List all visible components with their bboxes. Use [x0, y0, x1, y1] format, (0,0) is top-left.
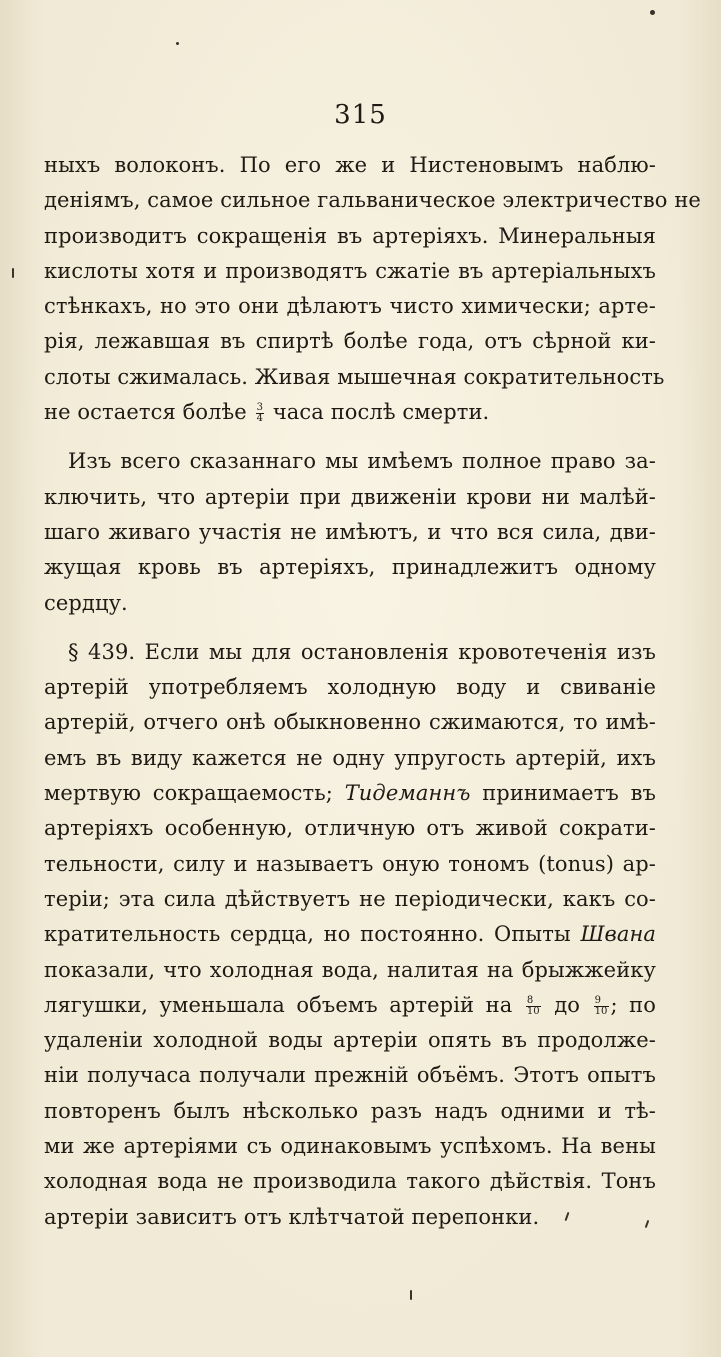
text-fragment: до [554, 992, 581, 1017]
author-name: Тидеманнъ [344, 781, 471, 806]
text-line: рія, лежавшая въ спиртѣ болѣе года, отъ сѣрной ки- [44, 329, 656, 354]
text-line: ныхъ волоконъ. По его же и Нистеновымъ наблю- [44, 153, 656, 177]
ink-speck [12, 268, 14, 278]
text-line: артерій употребляемъ холодную воду и свиваніе [44, 675, 656, 700]
author-name: Швана [580, 922, 656, 947]
text-fragment: лягушки, уменьшала объемъ артерій на [44, 992, 513, 1017]
text-line: артеріяхъ особенную, отличную отъ живой сократи- [44, 816, 656, 841]
text-line: показали, что холодная вода, налитая на брыжжейку [44, 957, 656, 982]
fraction-numerator: 9 [594, 996, 609, 1007]
text-line: артерій, отчего онѣ обыкновенно сжимаются, то имѣ- [44, 710, 656, 735]
paragraph-1 [44, 148, 701, 430]
text-fragment: принимаетъ въ [482, 781, 656, 806]
text-line: холодная вода не производила такого дѣйствія. Тонъ [44, 1169, 656, 1194]
fraction [256, 403, 264, 424]
text-line: ключить, что артеріи при движеніи крови ни малѣй- [44, 484, 656, 509]
text-line: жущая кровь въ артеріяхъ, принадлежитъ одному [44, 555, 656, 580]
text-fragment: кратительность сердца, но постоянно. Опыты [44, 922, 571, 947]
fraction-numerator: 3 [256, 402, 264, 414]
fraction-denominator: 10 [526, 1005, 540, 1017]
text-fragment: ; по [610, 992, 657, 1017]
text-line: повторенъ былъ нѣсколько разъ надъ одними и тѣ- [44, 1098, 656, 1123]
fraction-denominator: 10 [594, 1005, 608, 1017]
text-line: слоты сжималась. Живая мышечная сократительность [44, 364, 665, 389]
ink-speck [410, 1290, 412, 1300]
paragraph-gap [44, 621, 656, 635]
text-fragment: мертвую сокращаемость; [44, 781, 333, 806]
text-line: стѣнкахъ, но это они дѣлаютъ чисто химически; арте- [44, 294, 656, 319]
fraction [526, 996, 541, 1017]
text-fragment: не остается болѣе [44, 400, 247, 425]
text-line: теріи; эта сила дѣйствуетъ не періодически, какъ со- [44, 886, 656, 911]
text-line: производитъ сокращенія въ артеріяхъ. Минеральныя [44, 223, 656, 248]
text-line: ніи получаса получали прежній объёмъ. Этотъ опытъ [44, 1063, 656, 1088]
text-line [44, 395, 656, 430]
body-text [44, 148, 701, 1235]
text-line: кислоты хотя и производятъ сжатіе въ артеріальныхъ [44, 258, 656, 283]
ink-speck [650, 10, 655, 15]
paragraph-2 [44, 444, 656, 620]
section-line: § 439. Если мы для остановленія кровотеченія изъ [68, 639, 656, 664]
text-line: артеріи зависитъ отъ клѣтчатой перепонки. [44, 1204, 540, 1229]
ink-speck [176, 42, 179, 45]
paragraph-3 [44, 635, 656, 1235]
text-line: Изъ всего сказаннаго мы имѣемъ полное право за- [68, 449, 656, 474]
text-line [44, 917, 656, 952]
text-line: сердцу. [44, 590, 128, 615]
text-line [44, 776, 656, 811]
text-line: ми же артеріями съ одинаковымъ успѣхомъ. На вены [44, 1134, 656, 1159]
fraction [594, 996, 609, 1017]
text-line: шаго живаго участія не имѣютъ, и что вся сила, дви- [44, 519, 656, 544]
text-line: удаленіи холодной воды артеріи опять въ продолже- [44, 1028, 656, 1053]
text-line: тельности, силу и называетъ оную тономъ (tonus) ар- [44, 851, 656, 876]
fraction-numerator: 8 [526, 996, 541, 1007]
text-line [44, 988, 656, 1023]
fraction-denominator: 4 [256, 413, 264, 425]
text-fragment: часа послѣ смерти. [272, 400, 490, 425]
text-line: деніямъ, самое сильное гальваническое электричество не [44, 188, 701, 213]
page-number: 315 [334, 100, 387, 130]
paragraph-gap [44, 430, 656, 444]
text-line: емъ въ виду кажется не одну упругость артерій, ихъ [44, 745, 656, 770]
